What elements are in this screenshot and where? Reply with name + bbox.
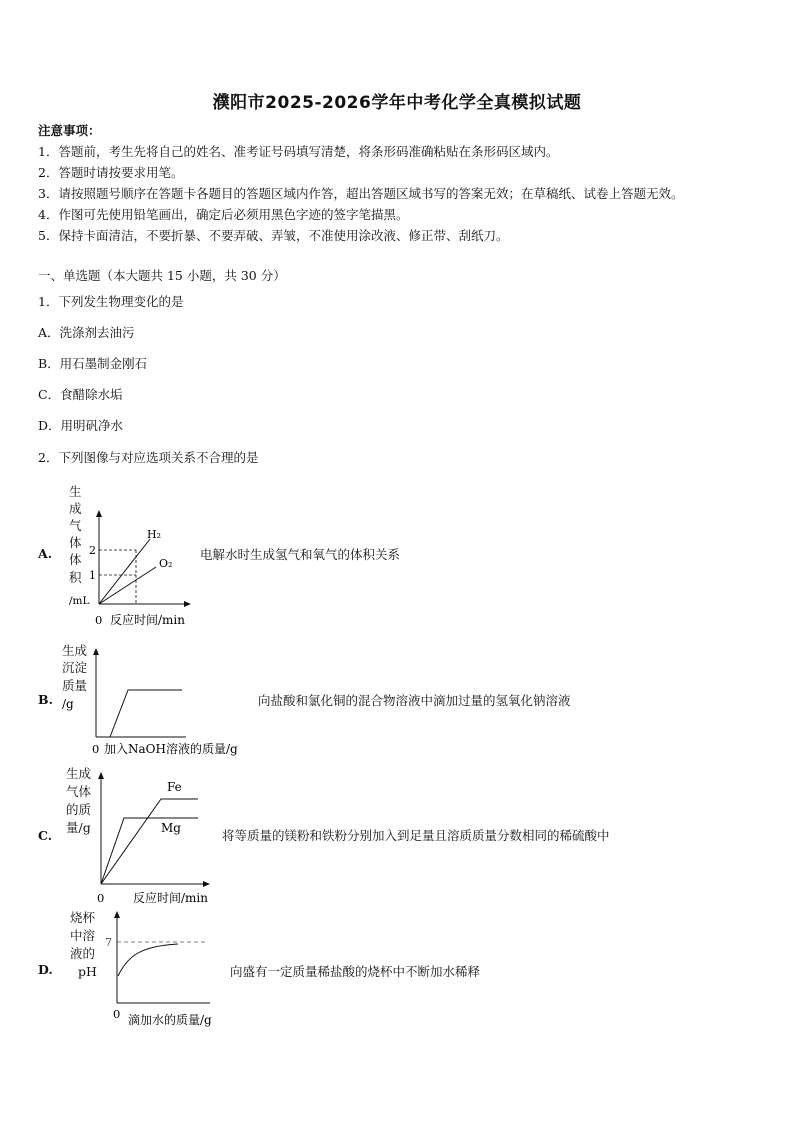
graph-c-ylabel-line: 量/g [66, 820, 91, 835]
graph-b-origin: 0 [92, 742, 100, 756]
graph-a-yunit: /mL [69, 595, 90, 607]
option-d-description: 向盛有一定质量稀盐酸的烧杯中不断加水稀释 [230, 964, 481, 979]
option-a-description: 电解水时生成氢气和氧气的体积关系 [200, 547, 401, 562]
graph-d-ylabel-line: 烧杯 [70, 910, 96, 925]
question-1-option-c: C．食醋除水垢 [38, 387, 123, 402]
graph-a-o2-line [99, 567, 156, 604]
graph-b-curve [110, 690, 182, 737]
notice-item: 3．请按照题号顺序在答题卡各题目的答题区域内作答，超出答题区域书写的答案无效；在草稿纸、试卷上答题无效。 [38, 186, 684, 201]
graph-a-ylabel-char: 体 [69, 552, 82, 567]
option-b-description: 向盐酸和氯化铜的混合物溶液中滴加过量的氢氧化钠溶液 [258, 693, 571, 708]
graph-c-ylabel-line: 的质 [66, 802, 92, 817]
question-2-stem: 2．下列图像与对应选项关系不合理的是 [38, 450, 259, 465]
question-1-option-a: A．洗涤剂去油污 [38, 325, 135, 340]
graph-a-ytick: 1 [89, 569, 96, 582]
graph-b-y-arrow [93, 648, 99, 655]
graph-c-x-arrow [203, 881, 210, 887]
graph-a-h2-line [99, 539, 150, 604]
graph-b-ylabel-line: 沉淀 [62, 660, 88, 675]
graph-c-origin: 0 [97, 891, 105, 905]
question-1-option-d: D．用明矾净水 [38, 418, 124, 433]
option-b-letter: B. [38, 692, 53, 707]
graph-c-ylabel-line: 生成 [66, 766, 92, 781]
graph-c-mg-label: Mg [161, 821, 181, 835]
option-c-letter: C. [38, 828, 53, 843]
question-1-option-b: B．用石墨制金刚石 [38, 356, 148, 371]
notice-item: 1．答题前，考生先将自己的姓名、准考证号码填写清楚，将条形码准确粘贴在条形码区域内。 [38, 144, 559, 159]
graph-c-y-arrow [98, 772, 104, 779]
graph-b-ylabel-line: 生成 [62, 643, 88, 658]
graph-c-fe-label: Fe [167, 780, 182, 794]
graph-a-ylabel-char: 生 [69, 484, 82, 499]
graph-a-ylabel-char: 气 [69, 518, 82, 533]
graph-d-origin: 0 [113, 1007, 121, 1021]
page-title: 濮阳市2025-2026学年中考化学全真模拟试题 [212, 93, 582, 113]
graph-a-ylabel-char: 积 [69, 570, 82, 585]
graph-d-ylabel-line: 中溶 [70, 928, 96, 943]
graph-a-h2-label: H₂ [147, 528, 162, 541]
graph-d-ylabel-line: pH [78, 964, 97, 979]
graph-a-ylabel-char: 成 [69, 501, 82, 516]
graph-a-y-arrow [96, 510, 102, 517]
graph-c-xlabel: 反应时间/min [133, 891, 208, 905]
graph-b-yunit: /g [62, 697, 74, 711]
graph-b-ylabel-line: 质量 [62, 678, 88, 693]
graph-a-x-arrow [184, 601, 191, 607]
option-d-letter: D. [38, 962, 53, 977]
option-c-description: 将等质量的镁粉和铁粉分别加入到足量且溶质质量分数相同的稀硫酸中 [222, 828, 610, 843]
graph-d-xlabel: 滴加水的质量/g [128, 1013, 212, 1027]
question-1-stem: 1．下列发生物理变化的是 [38, 294, 184, 309]
graph-a-ytick: 2 [89, 544, 96, 557]
graph-a-o2-label: O₂ [159, 557, 173, 570]
graph-c-mg-curve [101, 818, 198, 884]
graph-c-ylabel-line: 气体 [66, 784, 92, 799]
section-heading: 一、单选题（本大题共 15 小题，共 30 分） [38, 268, 286, 283]
graph-a-xlabel: 反应时间/min [110, 613, 185, 627]
graph-b-xlabel: 加入NaOH溶液的质量/g [104, 742, 238, 756]
notice-item: 5．保持卡面清洁，不要折暴、不要弄破、弄皱，不准使用涂改液、修正带、刮纸刀。 [38, 228, 509, 243]
graph-d-ylabel-line: 液的 [70, 946, 96, 961]
notice-heading: 注意事项： [38, 123, 101, 138]
notice-item: 2．答题时请按要求用笔。 [38, 165, 184, 180]
graph-d-ytick: 7 [105, 936, 112, 949]
graph-d-y-arrow [114, 911, 120, 918]
graph-d-curve [118, 944, 178, 976]
graph-a-origin: 0 [95, 613, 103, 627]
notice-item: 4．作图可先使用铅笔画出，确定后必须用黑色字迹的签字笔描黑。 [38, 207, 409, 222]
option-a-letter: A. [38, 546, 53, 561]
graph-a-ylabel-char: 体 [69, 535, 82, 550]
